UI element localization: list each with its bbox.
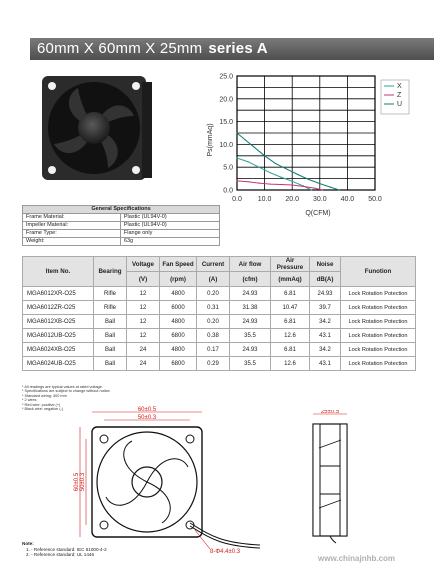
cell-speed: 6800: [160, 357, 197, 371]
cell-noise: 24.93: [310, 287, 341, 301]
cell-current: 0.38: [197, 329, 230, 343]
data-point: [275, 163, 276, 164]
data-point: [297, 174, 298, 175]
model-row: [23, 301, 416, 315]
unit-airflow: (cfm): [230, 272, 271, 287]
note-line: * Black wire: negative (-): [22, 407, 64, 412]
spec-value: Plastic (UL94V-0): [120, 222, 219, 230]
spec-key: Impeller Material:: [23, 222, 121, 230]
cell-current: 0.31: [197, 301, 230, 315]
x-tick-label: 20.0: [285, 196, 300, 203]
x-tick-label: 10.0: [257, 196, 272, 203]
y-tick-label: 20.0: [219, 96, 233, 104]
fan-photo: [38, 72, 156, 184]
cell-pressure: 6.81: [271, 287, 310, 301]
pq-chart: [205, 68, 430, 218]
x-tick-label: 30.0: [312, 196, 327, 203]
data-point: [319, 183, 320, 184]
spec-row: [23, 238, 220, 246]
model-table: [22, 256, 416, 371]
spec-row: [23, 214, 220, 222]
chart-legend: [381, 80, 409, 114]
data-point: [292, 181, 293, 182]
data-point: [286, 168, 287, 169]
y-tick-label: 0.0: [223, 187, 233, 195]
page-title: 60mm X 60mm X 25mm series A: [37, 40, 268, 57]
y-tick-label: 10.0: [219, 141, 233, 149]
cell-pressure: 6.81: [271, 343, 310, 357]
unit-speed: (rpm): [160, 272, 197, 287]
x-tick-label: 0.0: [232, 196, 242, 203]
note-line: * 2 wires: [22, 398, 37, 403]
legend-box: [381, 80, 409, 114]
unit-voltage: (V): [127, 272, 160, 287]
cell-bearing: Ball: [94, 329, 127, 343]
y-tick-label: 5.0: [223, 164, 233, 172]
data-point: [311, 189, 312, 190]
cell-function: Lock Rotation Potection: [341, 315, 416, 329]
data-point: [247, 181, 248, 182]
cell-bearing: Ball: [94, 357, 127, 371]
model-row: [23, 343, 416, 357]
cell-bearing: Rifle: [94, 287, 127, 301]
general-spec-table: [22, 205, 220, 246]
col-current: Current: [197, 257, 230, 272]
cell-current: 0.20: [197, 287, 230, 301]
data-point: [314, 188, 315, 189]
col-speed: Fan Speed: [160, 257, 197, 272]
spec-row: [23, 230, 220, 238]
model-row: [23, 329, 416, 343]
col-airflow: Air flow: [230, 257, 271, 272]
title-bar: [30, 38, 434, 60]
spec-key: Frame Type:: [23, 230, 121, 238]
cell-bearing: Rifle: [94, 301, 127, 315]
x-tick-labels: [232, 196, 382, 203]
cell-item-number: MGA6012UB-O25: [23, 329, 94, 343]
bottom-note-line: 2. - Reference standard: UL 1446: [26, 552, 95, 558]
bottom-notes-label: Note:: [22, 541, 34, 546]
data-point: [330, 187, 331, 188]
cell-item-number: MGA6024UB-O25: [23, 357, 94, 371]
x-axis-label: Q(CFM): [305, 210, 331, 217]
bottom-notes: [22, 541, 107, 558]
legend-label: Z: [397, 92, 402, 99]
y-tick-label: 15.0: [219, 119, 233, 127]
model-row: [23, 287, 416, 301]
cell-airflow: 24.93: [230, 315, 271, 329]
dim-outer-vertical-label: 60±0.5: [74, 472, 80, 492]
y-tick-label: 25.0: [219, 73, 233, 81]
cell-voltage: 12: [127, 287, 160, 301]
cell-noise: 43.1: [310, 357, 341, 371]
model-table-header-row: [23, 257, 416, 272]
data-point: [258, 183, 259, 184]
cell-airflow: 35.5: [230, 329, 271, 343]
cell-item-number: MGA6012XR-O25: [23, 287, 94, 301]
x-tick-label: 40.0: [340, 196, 355, 203]
spec-row: [23, 222, 220, 230]
cell-voltage: 24: [127, 357, 160, 371]
cell-item-number: MGA6012ZR-O25: [23, 301, 94, 315]
col-noise: Noise: [310, 257, 341, 272]
data-point: [236, 157, 237, 158]
unit-noise: dB(A): [310, 272, 341, 287]
cell-voltage: 12: [127, 301, 160, 315]
cell-bearing: Ball: [94, 315, 127, 329]
data-point: [308, 179, 309, 180]
dim-hole-dia-label: 8-Φ4.4±0.3: [210, 549, 241, 555]
cell-voltage: 24: [127, 343, 160, 357]
cell-current: 0.20: [197, 315, 230, 329]
cell-pressure: 12.6: [271, 329, 310, 343]
model-row: [23, 357, 416, 371]
data-point: [270, 172, 271, 173]
data-point: [322, 189, 323, 190]
cell-current: 0.17: [197, 343, 230, 357]
cell-item-number: MGA6024XB-O25: [23, 343, 94, 357]
cell-voltage: 12: [127, 329, 160, 343]
cell-speed: 4800: [160, 287, 197, 301]
model-row: [23, 315, 416, 329]
spec-value: Plastic (UL94V-0): [120, 214, 219, 222]
y-axis-label: Ps(mmAq): [207, 123, 214, 157]
bottom-note-line: 1. - Reference standard: IEC 61000-4-2: [26, 546, 107, 552]
watermark-text: www.chinajnhb.com: [318, 554, 396, 563]
note-line: * All readings are typical values at rated voltage.: [22, 385, 103, 389]
cell-function: Lock Rotation Potection: [341, 343, 416, 357]
y-tick-labels: [219, 74, 233, 195]
cell-airflow: 24.93: [230, 343, 271, 357]
col-function: Funotion: [341, 257, 416, 287]
spec-key: Weight:: [23, 238, 121, 246]
note-line: * Red wire: positive (+): [22, 402, 61, 407]
side-view-drawing: [305, 410, 365, 545]
data-point: [281, 184, 282, 185]
cell-noise: 34.2: [310, 343, 341, 357]
dim-depth-label: 25±0.5: [320, 410, 340, 415]
cell-function: Lock Rotation Potection: [341, 287, 416, 301]
dim-holes-vertical-label: 50±0.3: [80, 472, 86, 492]
data-point: [236, 180, 237, 181]
spec-value: Flange only: [120, 230, 219, 238]
col-voltage: Voltage: [127, 257, 160, 272]
cell-noise: 34.2: [310, 315, 341, 329]
data-point: [270, 183, 271, 184]
data-point: [236, 132, 237, 133]
spec-key: Frame Material:: [23, 214, 121, 222]
cell-airflow: 31.38: [230, 301, 271, 315]
cell-pressure: 10.47: [271, 301, 310, 315]
cell-bearing: Ball: [94, 343, 127, 357]
unit-current: (A): [197, 272, 230, 287]
data-point: [339, 189, 340, 190]
cell-airflow: 35.5: [230, 357, 271, 371]
data-point: [264, 155, 265, 156]
cell-function: Lock Rotation Potection: [341, 357, 416, 371]
cell-airflow: 24.93: [230, 287, 271, 301]
data-point: [292, 184, 293, 185]
spec-heading: General Specifications: [23, 206, 220, 214]
col-pressure: Air Pressure: [271, 257, 310, 272]
cell-pressure: 12.6: [271, 357, 310, 371]
cell-function: Lock Rotation Potection: [341, 329, 416, 343]
model-table-body: [23, 287, 416, 371]
x-tick-label: 50.0: [368, 196, 382, 203]
legend-label: U: [397, 101, 403, 108]
note-line: * Specifications are subject to change without notice.: [22, 389, 111, 394]
cell-noise: 43.1: [310, 329, 341, 343]
spec-value: 63g: [120, 238, 219, 246]
dim-outer-label: 60±0.5: [137, 407, 157, 413]
cell-speed: 6800: [160, 329, 197, 343]
col-bearing: Bearing: [94, 257, 127, 287]
cell-speed: 4800: [160, 343, 197, 357]
data-point: [303, 186, 304, 187]
series-title: series A: [208, 40, 268, 57]
cell-pressure: 6.81: [271, 315, 310, 329]
cell-current: 0.29: [197, 357, 230, 371]
note-line: * Standard wiring: 300 mm: [22, 393, 67, 398]
data-point: [281, 177, 282, 178]
front-dimension-drawing: [70, 405, 270, 555]
legend-label: X: [397, 83, 402, 90]
dim-holes-label: 50±0.3: [137, 415, 157, 421]
chart-grid: [237, 76, 375, 190]
cell-speed: 4800: [160, 315, 197, 329]
data-point: [247, 161, 248, 162]
cell-function: Lock Rotation Potection: [341, 301, 416, 315]
data-point: [253, 146, 254, 147]
cell-speed: 6000: [160, 301, 197, 315]
data-point: [258, 167, 259, 168]
unit-pressure: (mmAq): [271, 272, 310, 287]
data-point: [245, 139, 246, 140]
col-item: Item No.: [23, 257, 94, 287]
cell-item-number: MGA6012XB-O25: [23, 315, 94, 329]
cell-voltage: 12: [127, 315, 160, 329]
cell-noise: 39.7: [310, 301, 341, 315]
